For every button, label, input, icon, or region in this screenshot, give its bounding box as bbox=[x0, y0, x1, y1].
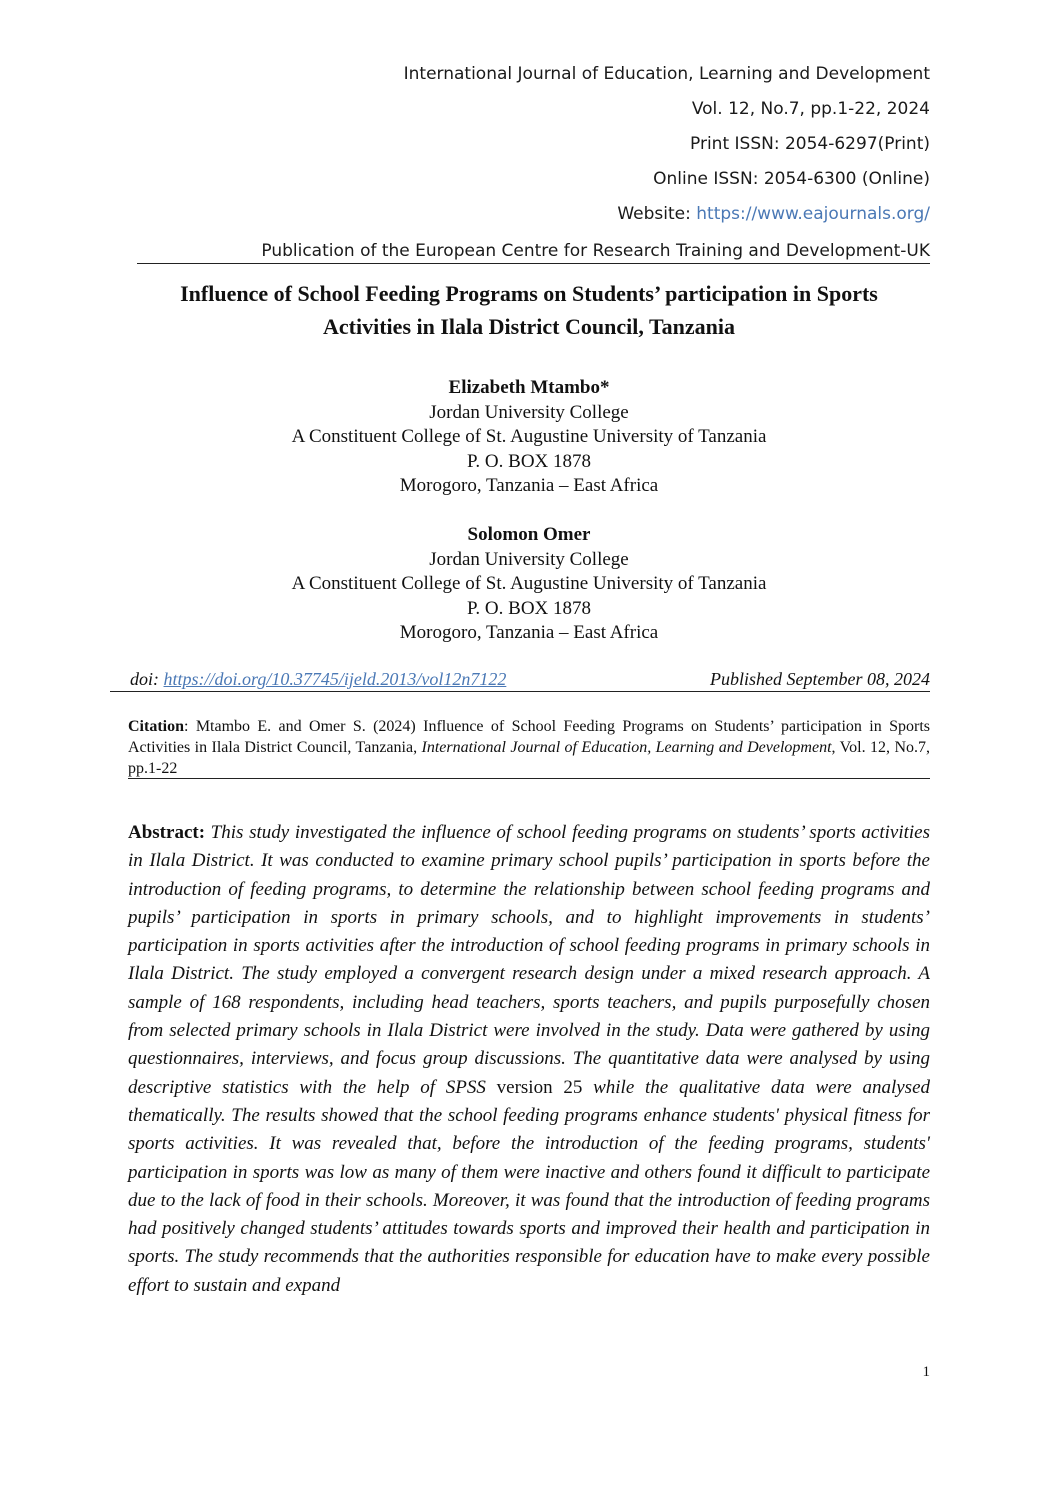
print-issn: Print ISSN: 2054-6297(Print) bbox=[690, 134, 930, 154]
abstract-label: Abstract: bbox=[128, 822, 206, 843]
citation-label: Citation bbox=[128, 718, 184, 735]
doi-divider bbox=[110, 691, 930, 692]
header-divider bbox=[137, 263, 930, 264]
author-block-1 bbox=[128, 376, 930, 499]
author-location: Morogoro, Tanzania – East Africa bbox=[399, 622, 659, 643]
abstract-text-1: This study investigated the influence of school feeding programs on students’ sports activities in Ilala District. It was conducted to examine primary school pupils’ participation in sports before the introduction of feeding programs, to determine the relationship between school feeding programs and pupils’ participation in sports in primary schools, and to highlight improvements in students’ participation in sports activities after the introduction of school feeding programs in primary schools in Ilala District. The study employed a convergent research design under a mixed research approach. A sample of 168 respondents, including head teachers, sports teachers, and pupils purposefully chosen from selected primary schools in Ilala District were involved in the study. Data were gathered by using questionnaires, interviews, and focus group discussions. The quantitative data were analysed by using descriptive statistics with the help of SPSS bbox=[128, 822, 930, 1098]
abstract bbox=[128, 819, 930, 1300]
citation-text: : Mtambo E. and Omer S. (2024) Influence of School Feeding Programs on Students’ participation in Sports Activities in Ilala District Council, Tanzania, bbox=[128, 718, 930, 756]
website-label: Website: bbox=[617, 204, 697, 224]
paper-title bbox=[100, 277, 958, 343]
author-name: Elizabeth Mtambo* bbox=[448, 377, 610, 398]
website-link[interactable]: https://www.eajournals.org/ bbox=[696, 204, 930, 224]
author-box: P. O. BOX 1878 bbox=[466, 597, 592, 619]
citation bbox=[128, 716, 930, 779]
author-affiliation: Jordan University College bbox=[429, 401, 629, 423]
author-block-2 bbox=[128, 523, 930, 646]
online-issn: Online ISSN: 2054-6300 (Online) bbox=[653, 169, 930, 189]
citation-divider bbox=[128, 778, 930, 779]
doi-line bbox=[130, 667, 506, 691]
title-line-2: Activities in Ilala District Council, Tanzania bbox=[323, 314, 735, 339]
abstract-text-2: while the qualitative data were analysed thematically. The results showed that the school feeding programs enhance students' physical fitness for sports activities. It was revealed that, before the introduction of the feeding programs, students' participation in sports was low as many of them were inactive and others found it difficult to participate due to the lack of food in their schools. Moreover, it was found that the introduction of feeding programs had positively changed students’ attitudes towards sports and improved their health and participation in sports. The study recommends that the authorities responsible for education have to make every possible effort to sustain and expand bbox=[128, 1076, 931, 1296]
citation-journal: International Journal of Education, Learning and Development bbox=[421, 739, 832, 756]
author-college: A Constituent College of St. Augustine University of Tanzania bbox=[291, 573, 767, 594]
doi-label: doi: bbox=[130, 669, 164, 689]
website-line bbox=[617, 204, 930, 224]
citation-tail: , Vol. 12, No.7, pp.1-22 bbox=[128, 739, 931, 777]
author-affiliation: Jordan University College bbox=[429, 548, 629, 570]
abstract-version: version 25 bbox=[485, 1076, 583, 1098]
title-line-1: Influence of School Feeding Programs on Students’ participation in Sports bbox=[180, 281, 878, 306]
author-college: A Constituent College of St. Augustine University of Tanzania bbox=[291, 426, 767, 447]
author-box: P. O. BOX 1878 bbox=[466, 450, 592, 472]
author-location: Morogoro, Tanzania – East Africa bbox=[399, 475, 659, 496]
published-date: Published September 08, 2024 bbox=[710, 669, 930, 689]
page-number: 1 bbox=[922, 1364, 930, 1380]
author-name: Solomon Omer bbox=[467, 524, 591, 545]
volume-info: Vol. 12, No.7, pp.1-22, 2024 bbox=[691, 99, 930, 119]
publisher-line: Publication of the European Centre for Research Training and Development-UK bbox=[261, 241, 930, 261]
doi-link[interactable]: https://doi.org/10.37745/ijeld.2013/vol12n7122 bbox=[163, 669, 507, 689]
journal-name: International Journal of Education, Learning and Development bbox=[403, 64, 930, 84]
